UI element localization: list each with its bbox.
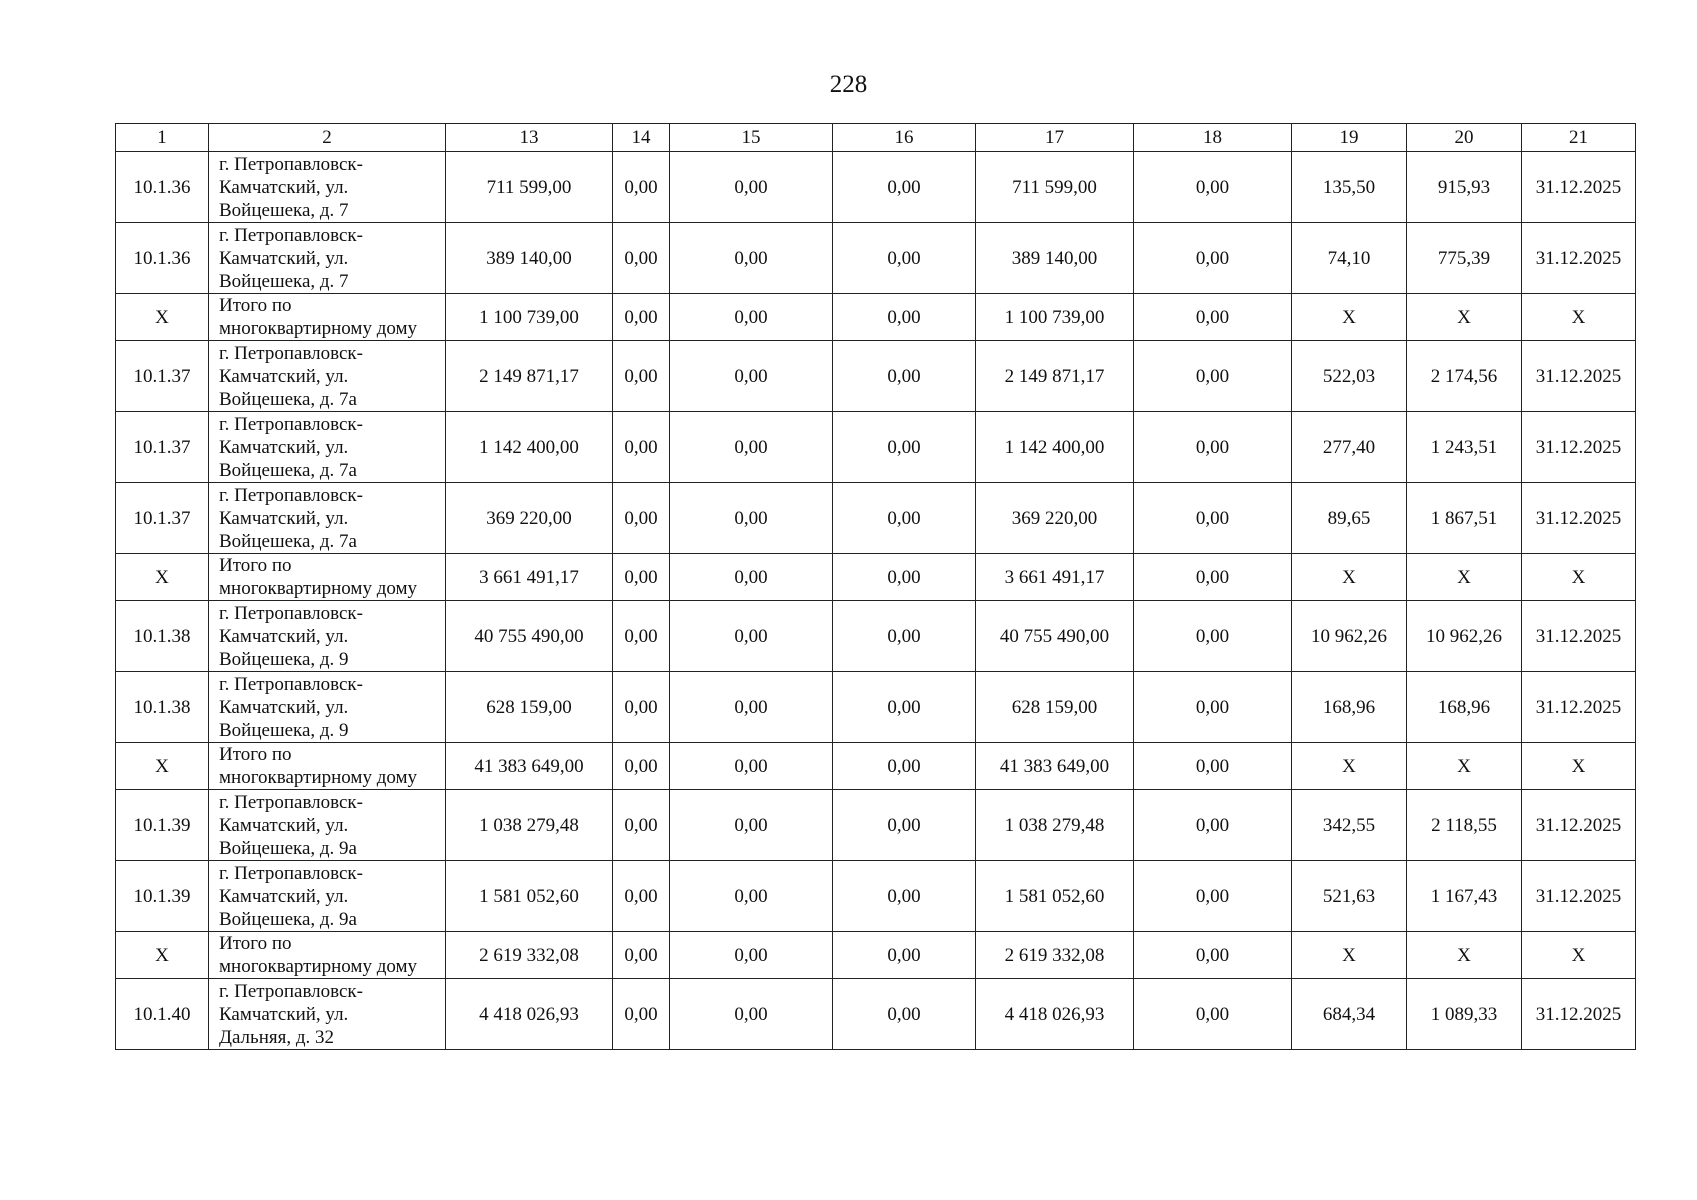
- address-line: многоквартирному дому: [219, 956, 418, 977]
- col-18-value-cell: 0,00: [1134, 554, 1292, 601]
- address-cell: [209, 743, 446, 790]
- col-21-value-cell: 31.12.2025: [1522, 790, 1636, 861]
- col-17-value-cell: 2 149 871,17: [976, 341, 1134, 412]
- address-line: Войцешека, д. 9: [219, 648, 349, 670]
- col-16-value-cell: 0,00: [833, 554, 976, 601]
- col-21-value-cell: X: [1522, 554, 1636, 601]
- address-line: г. Петропавловск-: [219, 484, 363, 506]
- col-19-value-cell: X: [1292, 743, 1407, 790]
- col-20-value-cell: 775,39: [1407, 223, 1522, 294]
- item-number-cell: X: [116, 294, 209, 341]
- address-line: Камчатский, ул.: [219, 1003, 349, 1025]
- address-cell: [209, 223, 446, 294]
- col-17-value-cell: 2 619 332,08: [976, 932, 1134, 979]
- col-18-value-cell: 0,00: [1134, 743, 1292, 790]
- table-body: [116, 152, 1636, 1050]
- col-16-value-cell: 0,00: [833, 412, 976, 483]
- address-line: Камчатский, ул.: [219, 247, 349, 269]
- item-number-cell: 10.1.37: [116, 483, 209, 554]
- item-number-cell: X: [116, 743, 209, 790]
- address-line: многоквартирному дому: [219, 318, 418, 339]
- col-20-value-cell: 168,96: [1407, 672, 1522, 743]
- address-line: г. Петропавловск-: [219, 602, 363, 624]
- col-13-value-cell: 369 220,00: [446, 483, 613, 554]
- item-number-cell: 10.1.39: [116, 861, 209, 932]
- address-line: Камчатский, ул.: [219, 885, 349, 907]
- column-header: 21: [1522, 124, 1636, 152]
- col-20-value-cell: 1 089,33: [1407, 979, 1522, 1050]
- col-20-value-cell: 10 962,26: [1407, 601, 1522, 672]
- col-15-value-cell: 0,00: [670, 554, 833, 601]
- page-number: 228: [829, 71, 868, 98]
- col-15-value-cell: 0,00: [670, 979, 833, 1050]
- table-row: [116, 601, 1636, 672]
- col-21-value-cell: 31.12.2025: [1522, 672, 1636, 743]
- address-cell: [209, 152, 446, 223]
- address-line: Итого по: [219, 555, 292, 576]
- col-13-value-cell: 2 149 871,17: [446, 341, 613, 412]
- col-19-value-cell: 521,63: [1292, 861, 1407, 932]
- col-21-value-cell: 31.12.2025: [1522, 152, 1636, 223]
- col-14-value-cell: 0,00: [613, 790, 670, 861]
- column-header: 17: [976, 124, 1134, 152]
- table-row: [116, 979, 1636, 1050]
- column-header: 2: [209, 124, 446, 152]
- col-19-value-cell: 10 962,26: [1292, 601, 1407, 672]
- col-19-value-cell: X: [1292, 554, 1407, 601]
- address-line: Камчатский, ул.: [219, 365, 349, 387]
- col-18-value-cell: 0,00: [1134, 672, 1292, 743]
- col-21-value-cell: 31.12.2025: [1522, 483, 1636, 554]
- address-cell: [209, 601, 446, 672]
- item-number-cell: X: [116, 932, 209, 979]
- col-13-value-cell: 1 142 400,00: [446, 412, 613, 483]
- col-20-value-cell: 1 167,43: [1407, 861, 1522, 932]
- address-cell: [209, 932, 446, 979]
- col-17-value-cell: 4 418 026,93: [976, 979, 1134, 1050]
- col-20-value-cell: 2 174,56: [1407, 341, 1522, 412]
- col-17-value-cell: 3 661 491,17: [976, 554, 1134, 601]
- column-header: 15: [670, 124, 833, 152]
- column-header: 20: [1407, 124, 1522, 152]
- col-18-value-cell: 0,00: [1134, 294, 1292, 341]
- col-14-value-cell: 0,00: [613, 554, 670, 601]
- item-number-cell: 10.1.37: [116, 341, 209, 412]
- col-15-value-cell: 0,00: [670, 601, 833, 672]
- total-row: [116, 294, 1636, 341]
- col-20-value-cell: 915,93: [1407, 152, 1522, 223]
- col-18-value-cell: 0,00: [1134, 483, 1292, 554]
- col-14-value-cell: 0,00: [613, 979, 670, 1050]
- col-19-value-cell: 277,40: [1292, 412, 1407, 483]
- address-cell: [209, 554, 446, 601]
- address-line: Камчатский, ул.: [219, 436, 349, 458]
- address-line: Войцешека, д. 9: [219, 719, 349, 741]
- table-row: [116, 483, 1636, 554]
- address-line: Итого по: [219, 744, 292, 765]
- col-16-value-cell: 0,00: [833, 790, 976, 861]
- col-19-value-cell: 89,65: [1292, 483, 1407, 554]
- col-18-value-cell: 0,00: [1134, 861, 1292, 932]
- col-13-value-cell: 4 418 026,93: [446, 979, 613, 1050]
- address-cell: [209, 672, 446, 743]
- col-18-value-cell: 0,00: [1134, 341, 1292, 412]
- col-19-value-cell: 342,55: [1292, 790, 1407, 861]
- column-number-row: [116, 124, 1636, 152]
- address-cell: [209, 483, 446, 554]
- col-21-value-cell: 31.12.2025: [1522, 341, 1636, 412]
- col-14-value-cell: 0,00: [613, 483, 670, 554]
- item-number-cell: 10.1.36: [116, 152, 209, 223]
- col-15-value-cell: 0,00: [670, 294, 833, 341]
- item-number-cell: X: [116, 554, 209, 601]
- col-21-value-cell: X: [1522, 294, 1636, 341]
- col-21-value-cell: X: [1522, 932, 1636, 979]
- col-21-value-cell: X: [1522, 743, 1636, 790]
- address-cell: [209, 979, 446, 1050]
- col-16-value-cell: 0,00: [833, 294, 976, 341]
- col-13-value-cell: 389 140,00: [446, 223, 613, 294]
- col-16-value-cell: 0,00: [833, 483, 976, 554]
- address-line: Войцешека, д. 7а: [219, 388, 357, 410]
- address-line: г. Петропавловск-: [219, 862, 363, 884]
- col-19-value-cell: 168,96: [1292, 672, 1407, 743]
- address-line: многоквартирному дому: [219, 578, 418, 599]
- table-row: [116, 790, 1636, 861]
- column-header: 19: [1292, 124, 1407, 152]
- col-13-value-cell: 1 581 052,60: [446, 861, 613, 932]
- total-row: [116, 932, 1636, 979]
- address-cell: [209, 341, 446, 412]
- col-20-value-cell: X: [1407, 743, 1522, 790]
- col-14-value-cell: 0,00: [613, 412, 670, 483]
- col-17-value-cell: 1 038 279,48: [976, 790, 1134, 861]
- col-16-value-cell: 0,00: [833, 979, 976, 1050]
- col-21-value-cell: 31.12.2025: [1522, 412, 1636, 483]
- col-19-value-cell: X: [1292, 294, 1407, 341]
- col-16-value-cell: 0,00: [833, 672, 976, 743]
- col-14-value-cell: 0,00: [613, 743, 670, 790]
- col-16-value-cell: 0,00: [833, 152, 976, 223]
- col-13-value-cell: 40 755 490,00: [446, 601, 613, 672]
- col-15-value-cell: 0,00: [670, 790, 833, 861]
- item-number-cell: 10.1.36: [116, 223, 209, 294]
- col-20-value-cell: 2 118,55: [1407, 790, 1522, 861]
- address-line: Камчатский, ул.: [219, 507, 349, 529]
- address-line: Войцешека, д. 7: [219, 199, 349, 221]
- address-line: многоквартирному дому: [219, 767, 418, 788]
- col-18-value-cell: 0,00: [1134, 223, 1292, 294]
- col-15-value-cell: 0,00: [670, 223, 833, 294]
- col-19-value-cell: 74,10: [1292, 223, 1407, 294]
- col-19-value-cell: 684,34: [1292, 979, 1407, 1050]
- col-15-value-cell: 0,00: [670, 672, 833, 743]
- col-15-value-cell: 0,00: [670, 483, 833, 554]
- col-16-value-cell: 0,00: [833, 743, 976, 790]
- col-16-value-cell: 0,00: [833, 341, 976, 412]
- col-19-value-cell: X: [1292, 932, 1407, 979]
- table-row: [116, 412, 1636, 483]
- col-18-value-cell: 0,00: [1134, 412, 1292, 483]
- column-header: 14: [613, 124, 670, 152]
- address-line: г. Петропавловск-: [219, 413, 363, 435]
- col-14-value-cell: 0,00: [613, 223, 670, 294]
- column-header: 16: [833, 124, 976, 152]
- address-line: Дальняя, д. 32: [219, 1026, 335, 1048]
- col-18-value-cell: 0,00: [1134, 601, 1292, 672]
- col-15-value-cell: 0,00: [670, 412, 833, 483]
- col-17-value-cell: 389 140,00: [976, 223, 1134, 294]
- address-cell: [209, 790, 446, 861]
- col-20-value-cell: X: [1407, 294, 1522, 341]
- address-line: Войцешека, д. 9а: [219, 908, 357, 930]
- col-21-value-cell: 31.12.2025: [1522, 979, 1636, 1050]
- col-13-value-cell: 711 599,00: [446, 152, 613, 223]
- col-14-value-cell: 0,00: [613, 861, 670, 932]
- address-cell: [209, 294, 446, 341]
- address-cell: [209, 412, 446, 483]
- col-16-value-cell: 0,00: [833, 861, 976, 932]
- col-17-value-cell: 41 383 649,00: [976, 743, 1134, 790]
- col-21-value-cell: 31.12.2025: [1522, 861, 1636, 932]
- total-row: [116, 743, 1636, 790]
- col-13-value-cell: 1 100 739,00: [446, 294, 613, 341]
- col-17-value-cell: 628 159,00: [976, 672, 1134, 743]
- table-row: [116, 861, 1636, 932]
- col-15-value-cell: 0,00: [670, 152, 833, 223]
- address-line: г. Петропавловск-: [219, 342, 363, 364]
- address-line: г. Петропавловск-: [219, 980, 363, 1002]
- col-15-value-cell: 0,00: [670, 932, 833, 979]
- col-21-value-cell: 31.12.2025: [1522, 601, 1636, 672]
- total-row: [116, 554, 1636, 601]
- address-line: Войцешека, д. 9а: [219, 837, 357, 859]
- col-15-value-cell: 0,00: [670, 743, 833, 790]
- address-line: Войцешека, д. 7: [219, 270, 349, 292]
- col-13-value-cell: 3 661 491,17: [446, 554, 613, 601]
- item-number-cell: 10.1.37: [116, 412, 209, 483]
- data-table: [115, 123, 1636, 1050]
- col-18-value-cell: 0,00: [1134, 932, 1292, 979]
- address-line: Войцешека, д. 7а: [219, 530, 357, 552]
- col-19-value-cell: 135,50: [1292, 152, 1407, 223]
- table-row: [116, 223, 1636, 294]
- item-number-cell: 10.1.38: [116, 601, 209, 672]
- address-line: г. Петропавловск-: [219, 673, 363, 695]
- col-20-value-cell: 1 867,51: [1407, 483, 1522, 554]
- address-line: Камчатский, ул.: [219, 176, 349, 198]
- col-14-value-cell: 0,00: [613, 341, 670, 412]
- col-14-value-cell: 0,00: [613, 601, 670, 672]
- col-17-value-cell: 40 755 490,00: [976, 601, 1134, 672]
- col-15-value-cell: 0,00: [670, 341, 833, 412]
- item-number-cell: 10.1.40: [116, 979, 209, 1050]
- address-line: г. Петропавловск-: [219, 224, 363, 246]
- col-13-value-cell: 41 383 649,00: [446, 743, 613, 790]
- col-14-value-cell: 0,00: [613, 672, 670, 743]
- address-line: Войцешека, д. 7а: [219, 459, 357, 481]
- item-number-cell: 10.1.38: [116, 672, 209, 743]
- col-17-value-cell: 1 142 400,00: [976, 412, 1134, 483]
- col-20-value-cell: X: [1407, 932, 1522, 979]
- address-line: Итого по: [219, 295, 292, 316]
- col-14-value-cell: 0,00: [613, 294, 670, 341]
- col-20-value-cell: 1 243,51: [1407, 412, 1522, 483]
- col-14-value-cell: 0,00: [613, 932, 670, 979]
- item-number-cell: 10.1.39: [116, 790, 209, 861]
- address-line: г. Петропавловск-: [219, 153, 363, 175]
- col-16-value-cell: 0,00: [833, 932, 976, 979]
- address-line: Камчатский, ул.: [219, 625, 349, 647]
- address-cell: [209, 861, 446, 932]
- table-row: [116, 341, 1636, 412]
- address-line: Камчатский, ул.: [219, 814, 349, 836]
- table-row: [116, 672, 1636, 743]
- col-20-value-cell: X: [1407, 554, 1522, 601]
- table-row: [116, 152, 1636, 223]
- col-17-value-cell: 1 100 739,00: [976, 294, 1134, 341]
- address-line: Итого по: [219, 933, 292, 954]
- address-line: Камчатский, ул.: [219, 696, 349, 718]
- col-14-value-cell: 0,00: [613, 152, 670, 223]
- col-15-value-cell: 0,00: [670, 861, 833, 932]
- col-17-value-cell: 711 599,00: [976, 152, 1134, 223]
- col-17-value-cell: 369 220,00: [976, 483, 1134, 554]
- col-13-value-cell: 2 619 332,08: [446, 932, 613, 979]
- address-line: г. Петропавловск-: [219, 791, 363, 813]
- col-13-value-cell: 1 038 279,48: [446, 790, 613, 861]
- col-18-value-cell: 0,00: [1134, 979, 1292, 1050]
- column-header: 18: [1134, 124, 1292, 152]
- col-16-value-cell: 0,00: [833, 601, 976, 672]
- col-18-value-cell: 0,00: [1134, 790, 1292, 861]
- col-21-value-cell: 31.12.2025: [1522, 223, 1636, 294]
- col-16-value-cell: 0,00: [833, 223, 976, 294]
- column-header: 13: [446, 124, 613, 152]
- col-19-value-cell: 522,03: [1292, 341, 1407, 412]
- column-header: 1: [116, 124, 209, 152]
- col-18-value-cell: 0,00: [1134, 152, 1292, 223]
- col-17-value-cell: 1 581 052,60: [976, 861, 1134, 932]
- col-13-value-cell: 628 159,00: [446, 672, 613, 743]
